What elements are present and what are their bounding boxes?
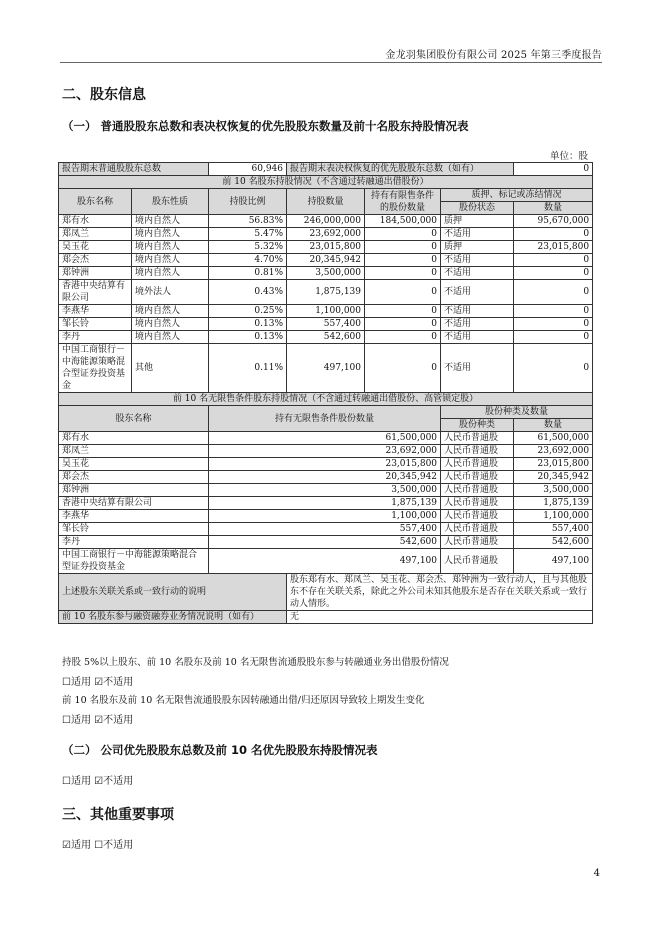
- unrestricted-holder-name: 香港中央结算有限公司: [59, 497, 209, 510]
- pledge-qty: 0: [514, 331, 593, 344]
- restricted-qty: 0: [365, 344, 441, 393]
- restricted-qty: 184,500,000: [365, 215, 441, 228]
- holder-name: 邹长铃: [59, 318, 132, 331]
- share-type: 人民币普通股: [441, 445, 514, 458]
- unrestricted-row: [59, 536, 593, 549]
- unrestricted-holder-name: 郑会杰: [59, 471, 209, 484]
- top10-row: [59, 215, 593, 228]
- pledge-status: 不适用: [441, 305, 514, 318]
- common-holders-label: 报告期末普通股股东总数: [59, 163, 209, 176]
- section-title-shareholders: 二、股东信息: [62, 87, 146, 103]
- holding-qty: 246,000,000: [287, 215, 365, 228]
- share-type: 人民币普通股: [441, 549, 514, 574]
- share-type: 人民币普通股: [441, 458, 514, 471]
- pledge-status: 不适用: [441, 280, 514, 305]
- top10-row: [59, 267, 593, 280]
- holding-qty: 23,692,000: [287, 228, 365, 241]
- pledge-status: 不适用: [441, 318, 514, 331]
- holder-nature: 境外法人: [132, 280, 209, 305]
- holding-ratio: 0.11%: [209, 344, 287, 393]
- unrestricted-caption: 前 10 名无限售条件股东持股情况（不含通过转融通出借股份、高管锁定股）: [59, 393, 593, 406]
- pledge-qty: 0: [514, 344, 593, 393]
- pref-holders-label: 报告期末表决权恢复的优先股股东总数（如有）: [287, 163, 514, 176]
- holding-ratio: 0.13%: [209, 331, 287, 344]
- pledge-status: 不适用: [441, 267, 514, 280]
- related-party-label: 上述股东关联关系或一致行动的说明: [59, 574, 287, 611]
- pledge-qty: 23,015,800: [514, 241, 593, 254]
- top10-row: [59, 280, 593, 305]
- unrestricted-qty: 23,692,000: [209, 445, 441, 458]
- unrestricted-row: [59, 510, 593, 523]
- share-type-qty: 23,692,000: [514, 445, 593, 458]
- pledge-status: 质押: [441, 215, 514, 228]
- share-type-qty: 3,500,000: [514, 484, 593, 497]
- holder-name: 郑会杰: [59, 254, 132, 267]
- unrestricted-qty: 23,015,800: [209, 458, 441, 471]
- unrestricted-holder-name: 郑凤兰: [59, 445, 209, 458]
- pledge-qty: 0: [514, 305, 593, 318]
- holding-qty: 1,875,139: [287, 280, 365, 305]
- col-header-name: 股东名称: [59, 189, 132, 215]
- holding-qty: 497,100: [287, 344, 365, 393]
- share-type: 人民币普通股: [441, 497, 514, 510]
- unrestricted-row: [59, 497, 593, 510]
- margin-financing-label: 前 10 名股东参与融资融券业务情况说明（如有）: [59, 611, 287, 624]
- holder-name: 中国工商银行－中海能源策略混合型证券投资基金: [59, 344, 132, 393]
- holding-qty: 20,345,942: [287, 254, 365, 267]
- restricted-qty: 0: [365, 228, 441, 241]
- unrestricted-holder-name: 吴玉花: [59, 458, 209, 471]
- holder-name: 郑凤兰: [59, 228, 132, 241]
- share-type: 人民币普通股: [441, 510, 514, 523]
- pledge-status: 不适用: [441, 344, 514, 393]
- unrestricted-holder-name: 李丹: [59, 536, 209, 549]
- unrestricted-holder-name: 郑有水: [59, 432, 209, 445]
- col-header-restricted: 持有有限售条件的股份数量: [365, 189, 441, 215]
- restricted-qty: 0: [365, 318, 441, 331]
- pref-holders-value: 0: [514, 163, 593, 176]
- restricted-qty: 0: [365, 267, 441, 280]
- common-holders-value: 60,946: [209, 163, 287, 176]
- unrestricted-header-type: 股份种类: [441, 419, 514, 432]
- col-header-pledge-qty: 数量: [514, 202, 593, 215]
- unrestricted-qty: 1,100,000: [209, 510, 441, 523]
- share-type-qty: 542,600: [514, 536, 593, 549]
- top10-row: [59, 241, 593, 254]
- holder-nature: 境内自然人: [132, 215, 209, 228]
- col-header-pledge: 质押、标记或冻结情况: [441, 189, 593, 202]
- pledge-qty: 95,670,000: [514, 215, 593, 228]
- holder-nature: 其他: [132, 344, 209, 393]
- unrestricted-holder-name: 李燕华: [59, 510, 209, 523]
- page-number: 4: [593, 868, 600, 879]
- top10-row: [59, 331, 593, 344]
- pledge-status: 不适用: [441, 254, 514, 267]
- restricted-qty: 0: [365, 305, 441, 318]
- holding-qty: 557,400: [287, 318, 365, 331]
- top10-row: [59, 305, 593, 318]
- col-header-ratio: 持股比例: [209, 189, 287, 215]
- col-header-pledge-status: 股份状态: [441, 202, 514, 215]
- unrestricted-qty: 557,400: [209, 523, 441, 536]
- unrestricted-row: [59, 458, 593, 471]
- note-lending-change-options: ☐适用 ☑不适用: [62, 715, 134, 726]
- col-header-qty: 持股数量: [287, 189, 365, 215]
- pledge-qty: 0: [514, 254, 593, 267]
- unrestricted-row: [59, 549, 593, 574]
- running-header: 金龙羽集团股份有限公司 2025 年第三季度报告: [385, 50, 602, 61]
- unrestricted-row: [59, 471, 593, 484]
- unrestricted-row: [59, 484, 593, 497]
- restricted-qty: 0: [365, 241, 441, 254]
- note-securities-lending: 持股 5%以上股东、前 10 名股东及前 10 名无限售流通股股东参与转融通业务出借股份情况: [62, 657, 449, 668]
- share-type: 人民币普通股: [441, 484, 514, 497]
- section3-options: ☑适用 ☐不适用: [62, 840, 134, 851]
- holding-ratio: 0.43%: [209, 280, 287, 305]
- unrestricted-row: [59, 432, 593, 445]
- holder-nature: 境内自然人: [132, 305, 209, 318]
- pledge-qty: 0: [514, 318, 593, 331]
- holder-name: 郑钟洲: [59, 267, 132, 280]
- unrestricted-holder-name: 郑钟洲: [59, 484, 209, 497]
- holding-ratio: 56.83%: [209, 215, 287, 228]
- unrestricted-qty: 3,500,000: [209, 484, 441, 497]
- unrestricted-header-type-group: 股份种类及数量: [441, 406, 593, 419]
- holder-name: 李丹: [59, 331, 132, 344]
- pledge-qty: 0: [514, 228, 593, 241]
- note-securities-lending-options: ☐适用 ☑不适用: [62, 677, 134, 688]
- section-title-other-matters: 三、其他重要事项: [62, 807, 174, 823]
- subsection-title-1: （一） 普通股股东总数和表决权恢复的优先股股东数量及前十名股东持股情况表: [62, 119, 469, 133]
- holding-ratio: 5.32%: [209, 241, 287, 254]
- unrestricted-holder-name: 中国工商银行－中海能源策略混合型证券投资基金: [59, 549, 209, 574]
- holding-ratio: 0.25%: [209, 305, 287, 318]
- pledge-qty: 0: [514, 280, 593, 305]
- unit-label: 单位：股: [549, 151, 588, 162]
- restricted-qty: 0: [365, 254, 441, 267]
- holder-name: 郑有水: [59, 215, 132, 228]
- holder-name: 吴玉花: [59, 241, 132, 254]
- unrestricted-header-qty: 持有无限售条件股份数量: [209, 406, 441, 432]
- holding-qty: 23,015,800: [287, 241, 365, 254]
- header-rule: [60, 62, 602, 63]
- sub2-options: ☐适用 ☑不适用: [62, 776, 134, 787]
- share-type-qty: 23,015,800: [514, 458, 593, 471]
- top10-caption: 前 10 名股东持股情况（不含通过转融通出借股份）: [59, 176, 593, 189]
- holding-ratio: 0.81%: [209, 267, 287, 280]
- share-type: 人民币普通股: [441, 536, 514, 549]
- pledge-qty: 0: [514, 267, 593, 280]
- pledge-status: 质押: [441, 241, 514, 254]
- top10-row: [59, 344, 593, 393]
- share-type: 人民币普通股: [441, 523, 514, 536]
- col-header-nature: 股东性质: [132, 189, 209, 215]
- share-type-qty: 557,400: [514, 523, 593, 536]
- restricted-qty: 0: [365, 331, 441, 344]
- margin-financing-value: 无: [287, 611, 593, 624]
- unrestricted-qty: 61,500,000: [209, 432, 441, 445]
- unrestricted-header-name: 股东名称: [59, 406, 209, 432]
- top10-row: [59, 228, 593, 241]
- holding-qty: 542,600: [287, 331, 365, 344]
- unrestricted-qty: 20,345,942: [209, 471, 441, 484]
- holding-ratio: 5.47%: [209, 228, 287, 241]
- share-type-qty: 1,875,139: [514, 497, 593, 510]
- holder-name: 李燕华: [59, 305, 132, 318]
- holding-ratio: 0.13%: [209, 318, 287, 331]
- holder-nature: 境内自然人: [132, 228, 209, 241]
- pledge-status: 不适用: [441, 228, 514, 241]
- share-type-qty: 61,500,000: [514, 432, 593, 445]
- related-party-text: 股东郑有水、郑凤兰、吴玉花、郑会杰、郑钟洲为一致行动人，且与其他股东不存在关联关系，除此之外公司未知其他股东是否存在关联关系或一致行动人情形。: [287, 574, 593, 611]
- unrestricted-row: [59, 523, 593, 536]
- unrestricted-header-type-qty: 数量: [514, 419, 593, 432]
- unrestricted-qty: 497,100: [209, 549, 441, 574]
- unrestricted-qty: 1,875,139: [209, 497, 441, 510]
- holding-ratio: 4.70%: [209, 254, 287, 267]
- share-type-qty: 20,345,942: [514, 471, 593, 484]
- note-lending-change: 前 10 名股东及前 10 名无限售流通股股东因转融通出借/归还原因导致较上期发生变化: [62, 695, 425, 706]
- holder-nature: 境内自然人: [132, 254, 209, 267]
- unrestricted-holder-name: 邹长铃: [59, 523, 209, 536]
- share-type: 人民币普通股: [441, 432, 514, 445]
- restricted-qty: 0: [365, 280, 441, 305]
- holding-qty: 3,500,000: [287, 267, 365, 280]
- holder-nature: 境内自然人: [132, 267, 209, 280]
- pledge-status: 不适用: [441, 331, 514, 344]
- holder-nature: 境内自然人: [132, 331, 209, 344]
- holder-nature: 境内自然人: [132, 318, 209, 331]
- holder-nature: 境内自然人: [132, 241, 209, 254]
- subsection-title-2: （二） 公司优先股股东总数及前 10 名优先股股东持股情况表: [62, 743, 378, 757]
- top10-row: [59, 254, 593, 267]
- holder-name: 香港中央结算有限公司: [59, 280, 132, 305]
- top10-row: [59, 318, 593, 331]
- holding-qty: 1,100,000: [287, 305, 365, 318]
- share-type-qty: 497,100: [514, 549, 593, 574]
- unrestricted-row: [59, 445, 593, 458]
- shareholder-table: [58, 162, 593, 624]
- share-type: 人民币普通股: [441, 471, 514, 484]
- share-type-qty: 1,100,000: [514, 510, 593, 523]
- unrestricted-qty: 542,600: [209, 536, 441, 549]
